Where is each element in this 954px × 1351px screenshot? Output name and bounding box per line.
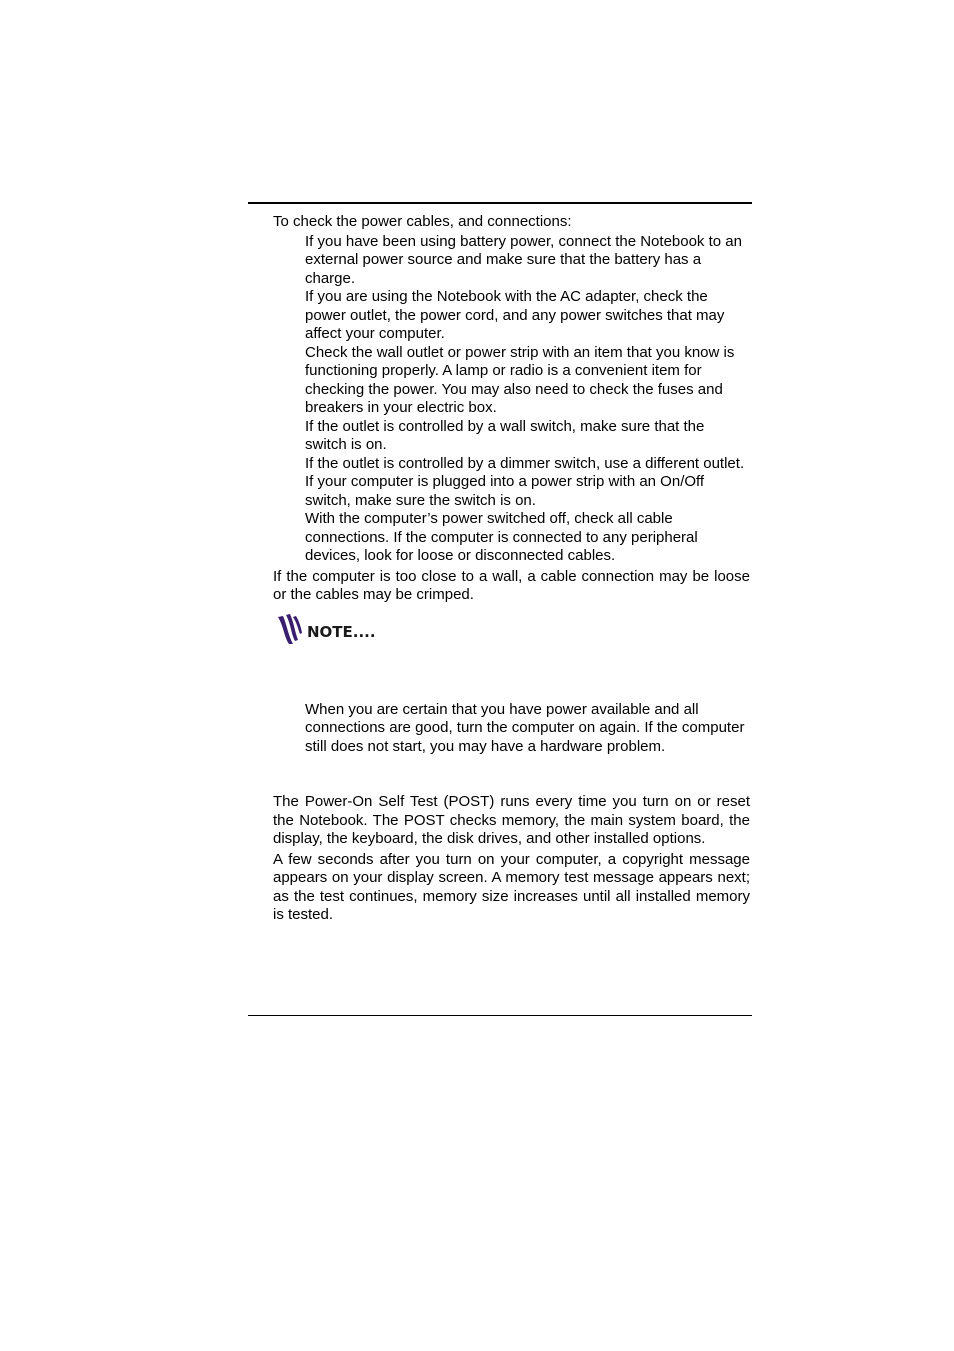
note-text: When you are certain that you have power available and all connections are good, turn the computer on again. If the computer still does not start, you may have a hardware problem.	[305, 700, 745, 755]
list-item: If you are using the Notebook with the AC adapter, check the power outlet, the power cord, and any power switches that may affect your computer.	[305, 288, 725, 342]
wall-paragraph: If the computer is too close to a wall, a cable connection may be loose or the cables may be crimped.	[273, 567, 750, 603]
post-paragraph-2: A few seconds after you turn on your computer, a copyright message appears on your display screen. A memory test message appears next; as the test continues, memory size increases until all installed memory is tested.	[273, 850, 750, 923]
post-paragraph-1: The Power-On Self Test (POST) runs every time you turn on or reset the Notebook. The POST checks memory, the main system board, the display, the keyboard, the disk drives, and other installed options.	[273, 793, 750, 847]
note-label: NOTE....	[307, 622, 376, 641]
header-rule	[248, 202, 752, 204]
list-item: With the computer’s power switched off, check all cable connections. If the computer is connected to any peripheral devices, look for loose or disconnected cables.	[305, 510, 698, 564]
list-item: Check the wall outlet or power strip with an item that you know is functioning properly. A lamp or radio is a convenient item for checking the power. You may also need to check the fuses and breakers in your electric box.	[305, 343, 735, 416]
page-content	[273, 213, 750, 925]
list-item: If you have been using battery power, connect the Notebook to an external power source and make sure that the battery has a charge.	[305, 232, 742, 287]
footer-rule	[248, 1015, 752, 1016]
intro-text: To check the power cables, and connections:	[273, 213, 572, 230]
power-check-list	[273, 233, 750, 566]
note-header	[273, 613, 750, 659]
list-item: If the outlet is controlled by a dimmer switch, use a different outlet.	[305, 454, 745, 472]
list-item: If your computer is plugged into a power strip with an On/Off switch, make sure the switch is on.	[305, 473, 705, 509]
note-icon	[275, 613, 385, 647]
list-item: If the outlet is controlled by a wall switch, make sure that the switch is on.	[305, 417, 705, 453]
